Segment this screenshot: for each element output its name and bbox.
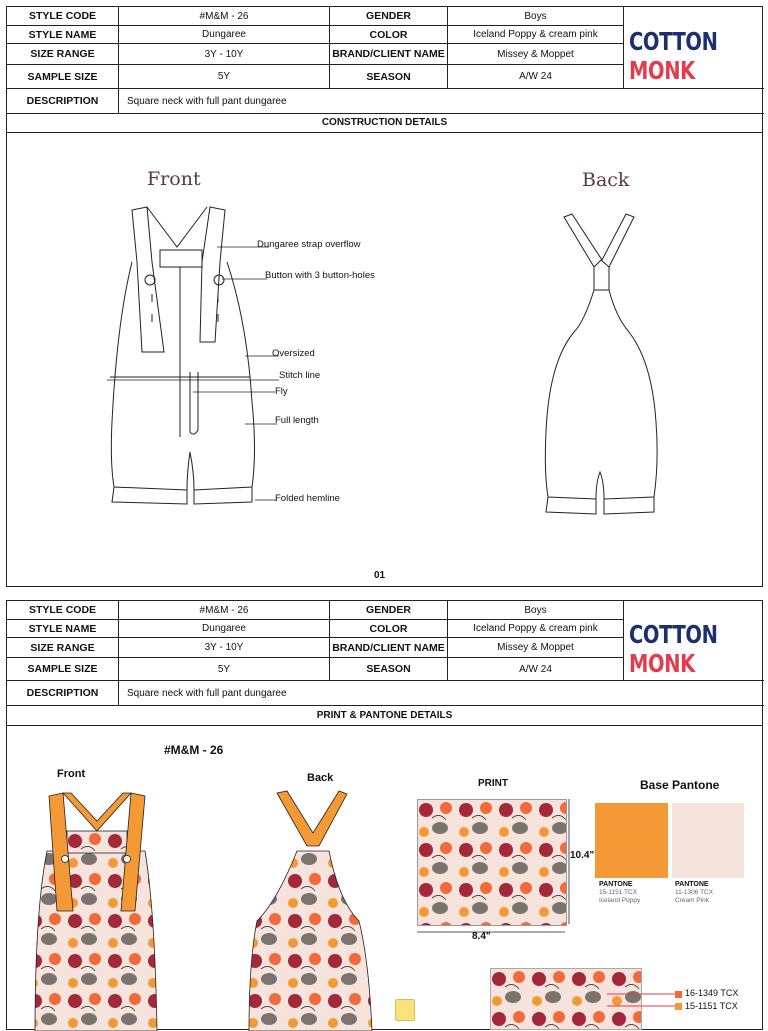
base-pantone-title: Base Pantone: [640, 778, 720, 792]
gender-label: GENDER: [330, 601, 448, 620]
size-range-value: 3Y - 10Y: [119, 44, 330, 65]
back-title: Back: [582, 169, 630, 191]
front-printed-dungaree: [27, 791, 167, 1031]
print-front-title: Front: [57, 768, 86, 780]
size-range-label: SIZE RANGE: [7, 44, 119, 65]
season-value: A/W 24: [448, 65, 624, 89]
section-title: CONSTRUCTION DETAILS: [7, 114, 762, 133]
pantone-2-name: Cream Pink: [675, 897, 709, 904]
pantone-swatch-iceland-poppy: [595, 803, 668, 878]
print-height: 10.4": [570, 850, 595, 861]
size-range-label: SIZE RANGE: [7, 638, 119, 658]
gender-value: Boys: [448, 7, 624, 26]
print-color-chip-2: [675, 1003, 682, 1010]
logo-part-1: COTTON: [629, 27, 718, 56]
season-label: SEASON: [330, 65, 448, 89]
style-name-value: Dungaree: [119, 620, 330, 638]
sample-size-label: SAMPLE SIZE: [7, 65, 119, 89]
pantone-1-name: Iceland Poppy: [599, 897, 641, 904]
color-label: COLOR: [330, 620, 448, 638]
season-value: A/W 24: [448, 658, 624, 681]
sample-size-value: 5Y: [119, 658, 330, 681]
color-value: Iceland Poppy & cream pink: [448, 26, 624, 44]
style-name-label: STYLE NAME: [7, 620, 119, 638]
back-printed-dungaree: [247, 791, 377, 1031]
sample-size-value: 5Y: [119, 65, 330, 89]
color-value: Iceland Poppy & cream pink: [448, 620, 624, 638]
annotation-full-length: Full length: [275, 415, 319, 426]
pantone-2-code: 11-1306 TCX: [675, 889, 714, 896]
brand-value: Missey & Moppet: [448, 44, 624, 65]
front-title: Front: [147, 168, 201, 190]
sample-size-label: SAMPLE SIZE: [7, 658, 119, 681]
annotation-oversized: Oversized: [272, 348, 315, 359]
spec-sheet-print: [6, 600, 763, 1030]
annotation-leaders: [187, 202, 327, 522]
pantone-1-code: 15-1151 TCX: [599, 889, 638, 896]
style-code-value: #M&M - 26: [119, 7, 330, 26]
annotation-folded-hemline: Folded hemline: [275, 493, 340, 504]
style-heading: #M&M - 26: [164, 743, 224, 757]
pantone-2-brand: PANTONE: [675, 881, 709, 888]
annotation-button: Button with 3 button-holes: [265, 270, 375, 281]
annotation-fly: Fly: [275, 386, 288, 397]
logo-part-1: COTTON: [629, 620, 718, 649]
style-code-label: STYLE CODE: [7, 601, 119, 620]
logo-part-2: MONK: [629, 56, 695, 85]
page-number: 01: [374, 570, 386, 581]
cotton-monk-logo: [629, 27, 733, 85]
print-back-title: Back: [307, 772, 334, 784]
print-color-chip-1: [675, 991, 682, 998]
print-color-code-2: 15-1151 TCX: [685, 1001, 738, 1011]
style-name-value: Dungaree: [119, 26, 330, 44]
annotation-stitch-line: Stitch line: [279, 370, 321, 381]
pantone-label-2: [675, 881, 713, 905]
logo-part-2: MONK: [629, 649, 695, 678]
gender-value: Boys: [448, 601, 624, 620]
description-value: Square neck with full pant dungaree: [119, 89, 764, 114]
description-value: Square neck with full pant dungaree: [119, 681, 764, 706]
brand-value: Missey & Moppet: [448, 638, 624, 658]
cotton-monk-logo: [629, 620, 733, 678]
print-title: PRINT: [478, 778, 508, 789]
season-label: SEASON: [330, 658, 448, 681]
spec-sheet-construction: [6, 6, 763, 587]
style-code-label: STYLE CODE: [7, 7, 119, 26]
brand-label: BRAND/CLIENT NAME: [330, 638, 448, 658]
print-color-code-1: 16-1349 TCX: [685, 988, 739, 998]
style-code-value: #M&M - 26: [119, 601, 330, 620]
description-label: DESCRIPTION: [7, 89, 119, 114]
pantone-swatch-cream-pink: [672, 803, 744, 878]
style-name-label: STYLE NAME: [7, 26, 119, 44]
print-color-leaders: [607, 986, 677, 1016]
print-dimension-lines: [412, 796, 595, 946]
size-range-value: 3Y - 10Y: [119, 638, 330, 658]
description-label: DESCRIPTION: [7, 681, 119, 706]
pantone-1-brand: PANTONE: [599, 881, 633, 888]
section-title: PRINT & PANTONE DETAILS: [7, 706, 762, 726]
back-dungaree-sketch: [534, 212, 664, 522]
brand-label: BRAND/CLIENT NAME: [330, 44, 448, 65]
gender-label: GENDER: [330, 7, 448, 26]
annotation-strap-overflow: Dungaree strap overflow: [257, 239, 361, 250]
color-chip-yellow: [395, 999, 415, 1021]
pantone-label-1: [599, 881, 640, 905]
print-width: 8.4": [472, 931, 491, 942]
color-label: COLOR: [330, 26, 448, 44]
